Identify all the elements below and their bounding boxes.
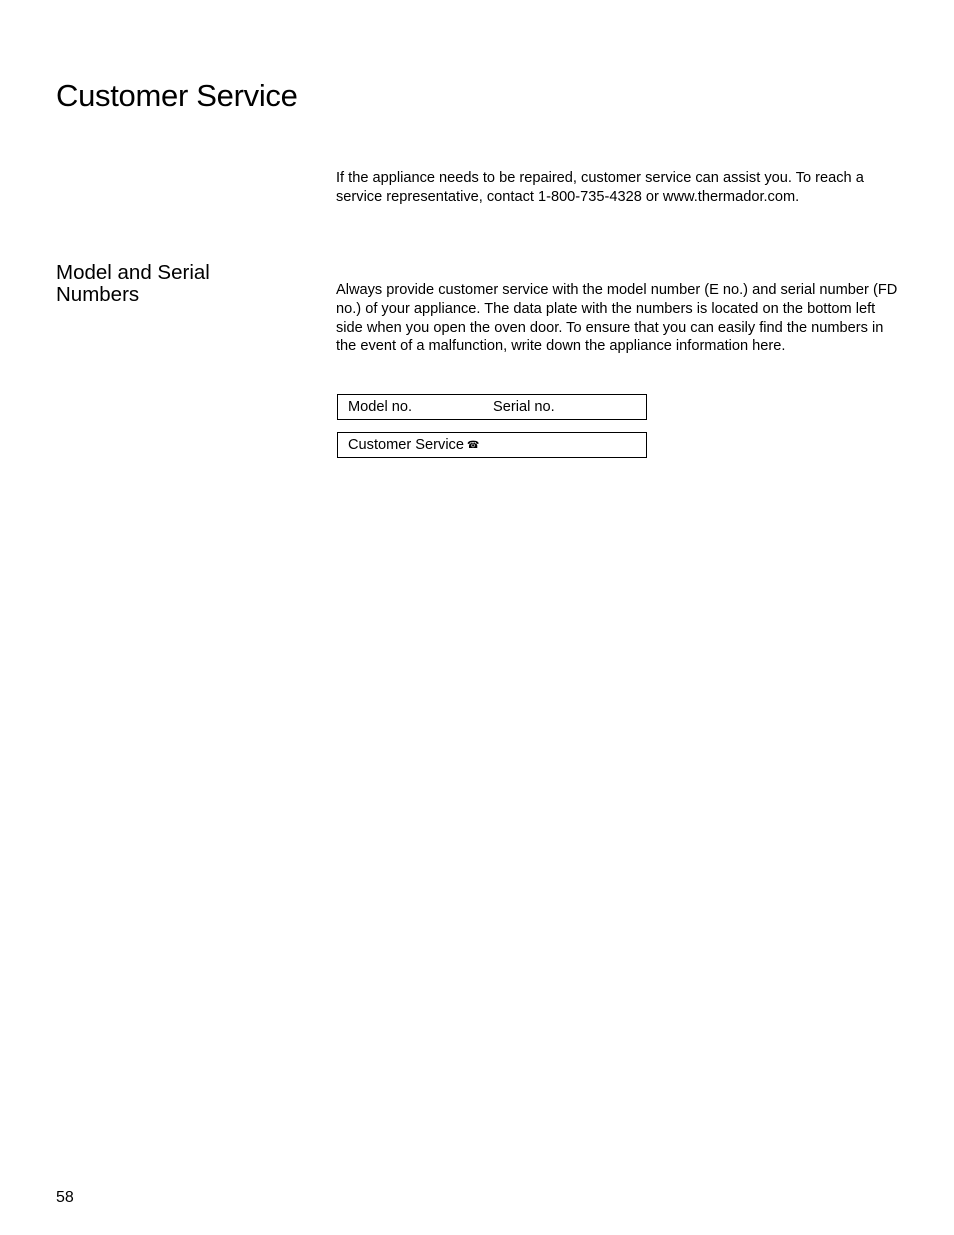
model-serial-record-box: [337, 394, 647, 420]
section-heading-model-serial: Model and Serial Numbers: [56, 261, 210, 306]
model-serial-paragraph: Always provide customer service with the model number (E no.) and serial number (FD no.) of your appliance. The data plate with the numbers is located on the bottom left side when you open the oven door. To ensure that you can easily find the numbers in the event of a malfunction, write down the appliance information here.: [336, 282, 898, 355]
customer-service-record-box: [337, 432, 647, 458]
page-title: Customer Service: [56, 78, 298, 113]
intro-paragraph: If the appliance needs to be repaired, customer service can assist you. To reach a service representative, contact 1-800-735-4328 or www.thermador.com.: [336, 170, 864, 205]
model-number-label: Model no.: [348, 399, 413, 415]
serial-number-label: Serial no.: [493, 399, 555, 415]
page-number: 58: [56, 1189, 74, 1206]
customer-service-label: Customer Service: [348, 437, 464, 453]
phone-icon: ☎: [466, 440, 480, 451]
customer-service-field: [348, 433, 479, 458]
